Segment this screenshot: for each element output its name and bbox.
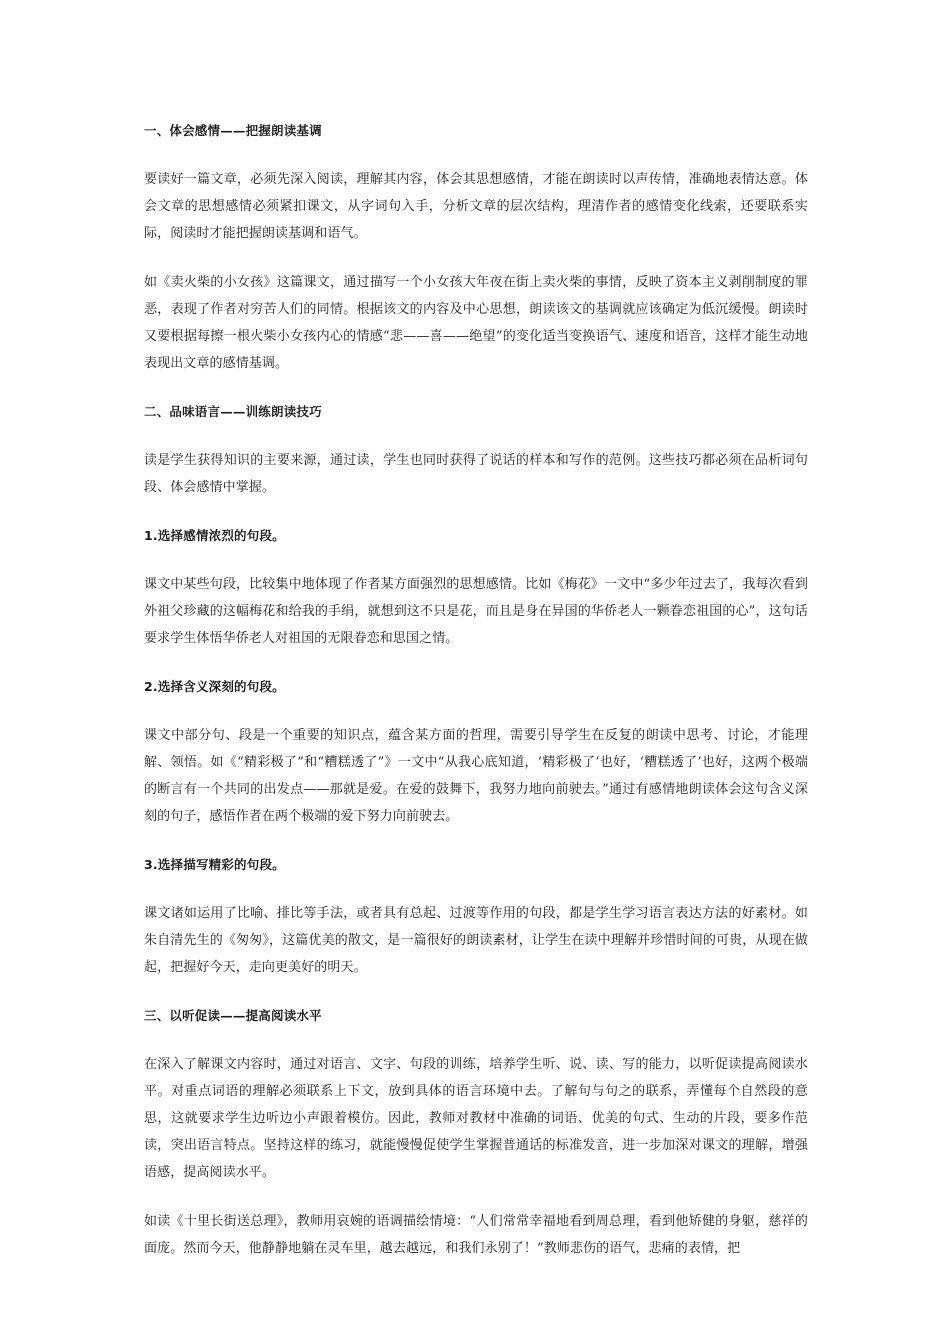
paragraph: 课文中部分句、段是一个重要的知识点，蕴含某方面的哲理，需要引导学生在反复的朗读中思考、讨论，才能理解、领悟。如《“精彩极了”和“糟糕透了”》一文中“从我心底知道，‘精彩极了’也好，‘糟糕透了’也好，这两个极端的断言有一个共同的出发点——那就是爱。在爱的鼓舞下，我努力地向前驶去。”通过有感情地朗读体会这句含义深刻的句子，感悟作者在两个极端的爱下努力向前驶去。 (144, 728, 808, 824)
paragraph: 要读好一篇文章，必须先深入阅读，理解其内容，体会其思想感情，才能在朗读时以声传情，准确地表情达意。体会文章的思想感情必须紧扣课文，从字词句入手，分析文章的层次结构，理清作者的感情变化线索，还要联系实际，阅读时才能把握朗读基调和语气。 (144, 172, 808, 241)
paragraph: 在深入了解课文内容时，通过对语言、文字、句段的训练，培养学生听、说、读、写的能力，以听促读提高阅读水平。对重点词语的理解必须联系上下文，放到具体的语言环境中去。了解句与句之的联系，弄懂每个自然段的意思，这就要求学生边听边小声跟着模仿。因此，教师对教材中准确的词语、优美的句式、生动的片段，要多作范读，突出语言特点。坚持这样的练习，就能慢慢促使学生掌握普通话的标准发音，进一步加深对课文的理解，增强语感，提高阅读水平。 (144, 1057, 808, 1180)
document-body (144, 118, 808, 1284)
paragraph: 课文中某些句段，比较集中地体现了作者某方面强烈的思想感情。比如《梅花》一文中“多少年过去了，我每次看到外祖父珍藏的这幅梅花和给我的手绢，就想到这不只是花，而且是身在异国的华侨老人一颗眷恋祖国的心”，这句话要求学生体悟华侨老人对祖国的无限眷恋和思国之情。 (144, 577, 808, 646)
paragraph: 如《卖火柴的小女孩》这篇课文，通过描写一个小女孩大年夜在街上卖火柴的事情，反映了资本主义剥削制度的罪恶，表现了作者对穷苦人们的同情。根据该文的内容及中心思想，朗读该文的基调就应该确定为低沉缓慢。朗读时又要根据每擦一根火柴小女孩内心的情感“悲——喜——绝望”的变化适当变换语气、速度和语音，这样才能生动地表现出文章的感情基调。 (144, 275, 808, 371)
subheading-3: 3.选择描写精彩的句段。 (144, 857, 285, 872)
paragraph: 如读《十里长街送总理》，教师用哀婉的语调描绘情境：“人们常常幸福地看到周总理，看到他矫健的身躯，慈祥的面庞。然而今天，他静静地躺在灵车里，越去越远，和我们永别了！”教师悲伤的语气，悲痛的表情，把 (144, 1214, 808, 1256)
subheading-1: 1.选择感情浓烈的句段。 (144, 528, 285, 543)
section-heading-1: 一、体会感情——把握朗读基调 (144, 123, 322, 138)
paragraph: 课文诸如运用了比喻、排比等手法，或者具有总起、过渡等作用的句段，都是学生学习语言表达方法的好素材。如朱自清先生的《匆匆》，这篇优美的散文，是一篇很好的朗读素材，让学生在读中理解并珍惜时间的可贵，从现在做起，把握好今天，走向更美好的明天。 (144, 906, 808, 975)
section-heading-3: 三、以听促读——提高阅读水平 (144, 1008, 322, 1023)
section-heading-2: 二、品味语言——训练朗读技巧 (144, 404, 322, 419)
paragraph: 读是学生获得知识的主要来源，通过读，学生也同时获得了说话的样本和写作的范例。这些技巧都必须在品析词句段、体会感情中掌握。 (144, 453, 808, 495)
subheading-2: 2.选择含义深刻的句段。 (144, 679, 285, 694)
